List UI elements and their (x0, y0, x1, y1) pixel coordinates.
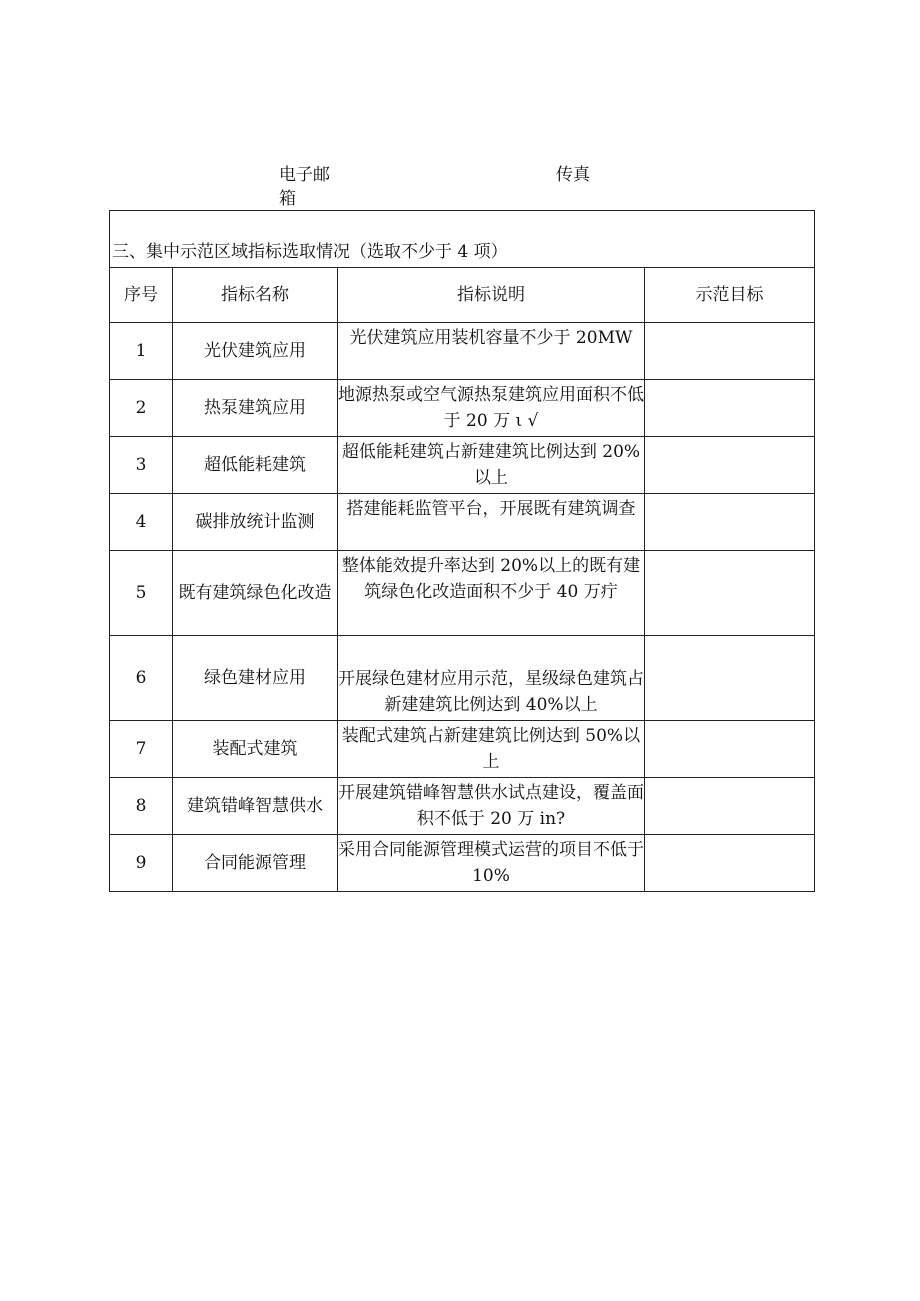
row-name: 既有建筑绿色化改造 (173, 551, 338, 636)
row-target[interactable] (645, 323, 815, 380)
row-desc: 超低能耗建筑占新建建筑比例达到 20%以上 (338, 437, 645, 494)
table-row (110, 778, 815, 835)
row-name: 碳排放统计监测 (173, 494, 338, 551)
row-no: 2 (110, 380, 173, 437)
table-row (110, 494, 815, 551)
row-no: 9 (110, 835, 173, 892)
row-target[interactable] (645, 835, 815, 892)
table-row (110, 380, 815, 437)
row-name: 绿色建材应用 (173, 636, 338, 721)
row-no: 1 (110, 323, 173, 380)
header-name: 指标名称 (173, 268, 338, 323)
row-desc: 整体能效提升率达到 20%以上的既有建筑绿色化改造面积不少于 40 万疔 (338, 551, 645, 636)
table-row (110, 323, 815, 380)
table-header-row (110, 268, 815, 323)
table-row (110, 721, 815, 778)
row-target[interactable] (645, 721, 815, 778)
row-name: 热泵建筑应用 (173, 380, 338, 437)
row-desc: 采用合同能源管理模式运营的项目不低于 10% (338, 835, 645, 892)
table-row (110, 835, 815, 892)
email-label: 电子邮箱 (279, 165, 330, 209)
row-target[interactable] (645, 494, 815, 551)
row-target[interactable] (645, 778, 815, 835)
section-title: 三、集中示范区域指标选取情况（选取不少于 4 项） (110, 211, 815, 268)
row-no: 3 (110, 437, 173, 494)
row-desc: 搭建能耗监管平台，开展既有建筑调查 (338, 494, 645, 551)
header-target: 示范目标 (645, 268, 815, 323)
row-name: 光伏建筑应用 (173, 323, 338, 380)
row-name: 合同能源管理 (173, 835, 338, 892)
row-no: 8 (110, 778, 173, 835)
row-name: 建筑错峰智慧供水 (173, 778, 338, 835)
row-name: 装配式建筑 (173, 721, 338, 778)
table-row (110, 636, 815, 721)
row-no: 4 (110, 494, 173, 551)
table-row (110, 437, 815, 494)
indicator-table (109, 210, 815, 892)
row-desc: 地源热泵或空气源热泵建筑应用面积不低于 20 万 ι √ (338, 380, 645, 437)
row-target[interactable] (645, 636, 815, 721)
section-title-row (110, 211, 815, 268)
row-target[interactable] (645, 551, 815, 636)
row-desc: 开展绿色建材应用示范，星级绿色建筑占新建建筑比例达到 40%以上 (338, 636, 645, 721)
row-name: 超低能耗建筑 (173, 437, 338, 494)
table-row (110, 551, 815, 636)
header-desc: 指标说明 (338, 268, 645, 323)
header-no: 序号 (110, 268, 173, 323)
row-target[interactable] (645, 437, 815, 494)
row-no: 7 (110, 721, 173, 778)
row-no: 5 (110, 551, 173, 636)
row-no: 6 (110, 636, 173, 721)
row-desc: 装配式建筑占新建建筑比例达到 50%以上 (338, 721, 645, 778)
row-desc: 光伏建筑应用装机容量不少于 20MW (338, 323, 645, 380)
row-target[interactable] (645, 380, 815, 437)
fax-label: 传真 (556, 165, 590, 185)
row-desc: 开展建筑错峰智慧供水试点建设，覆盖面积不低于 20 万 in? (338, 778, 645, 835)
